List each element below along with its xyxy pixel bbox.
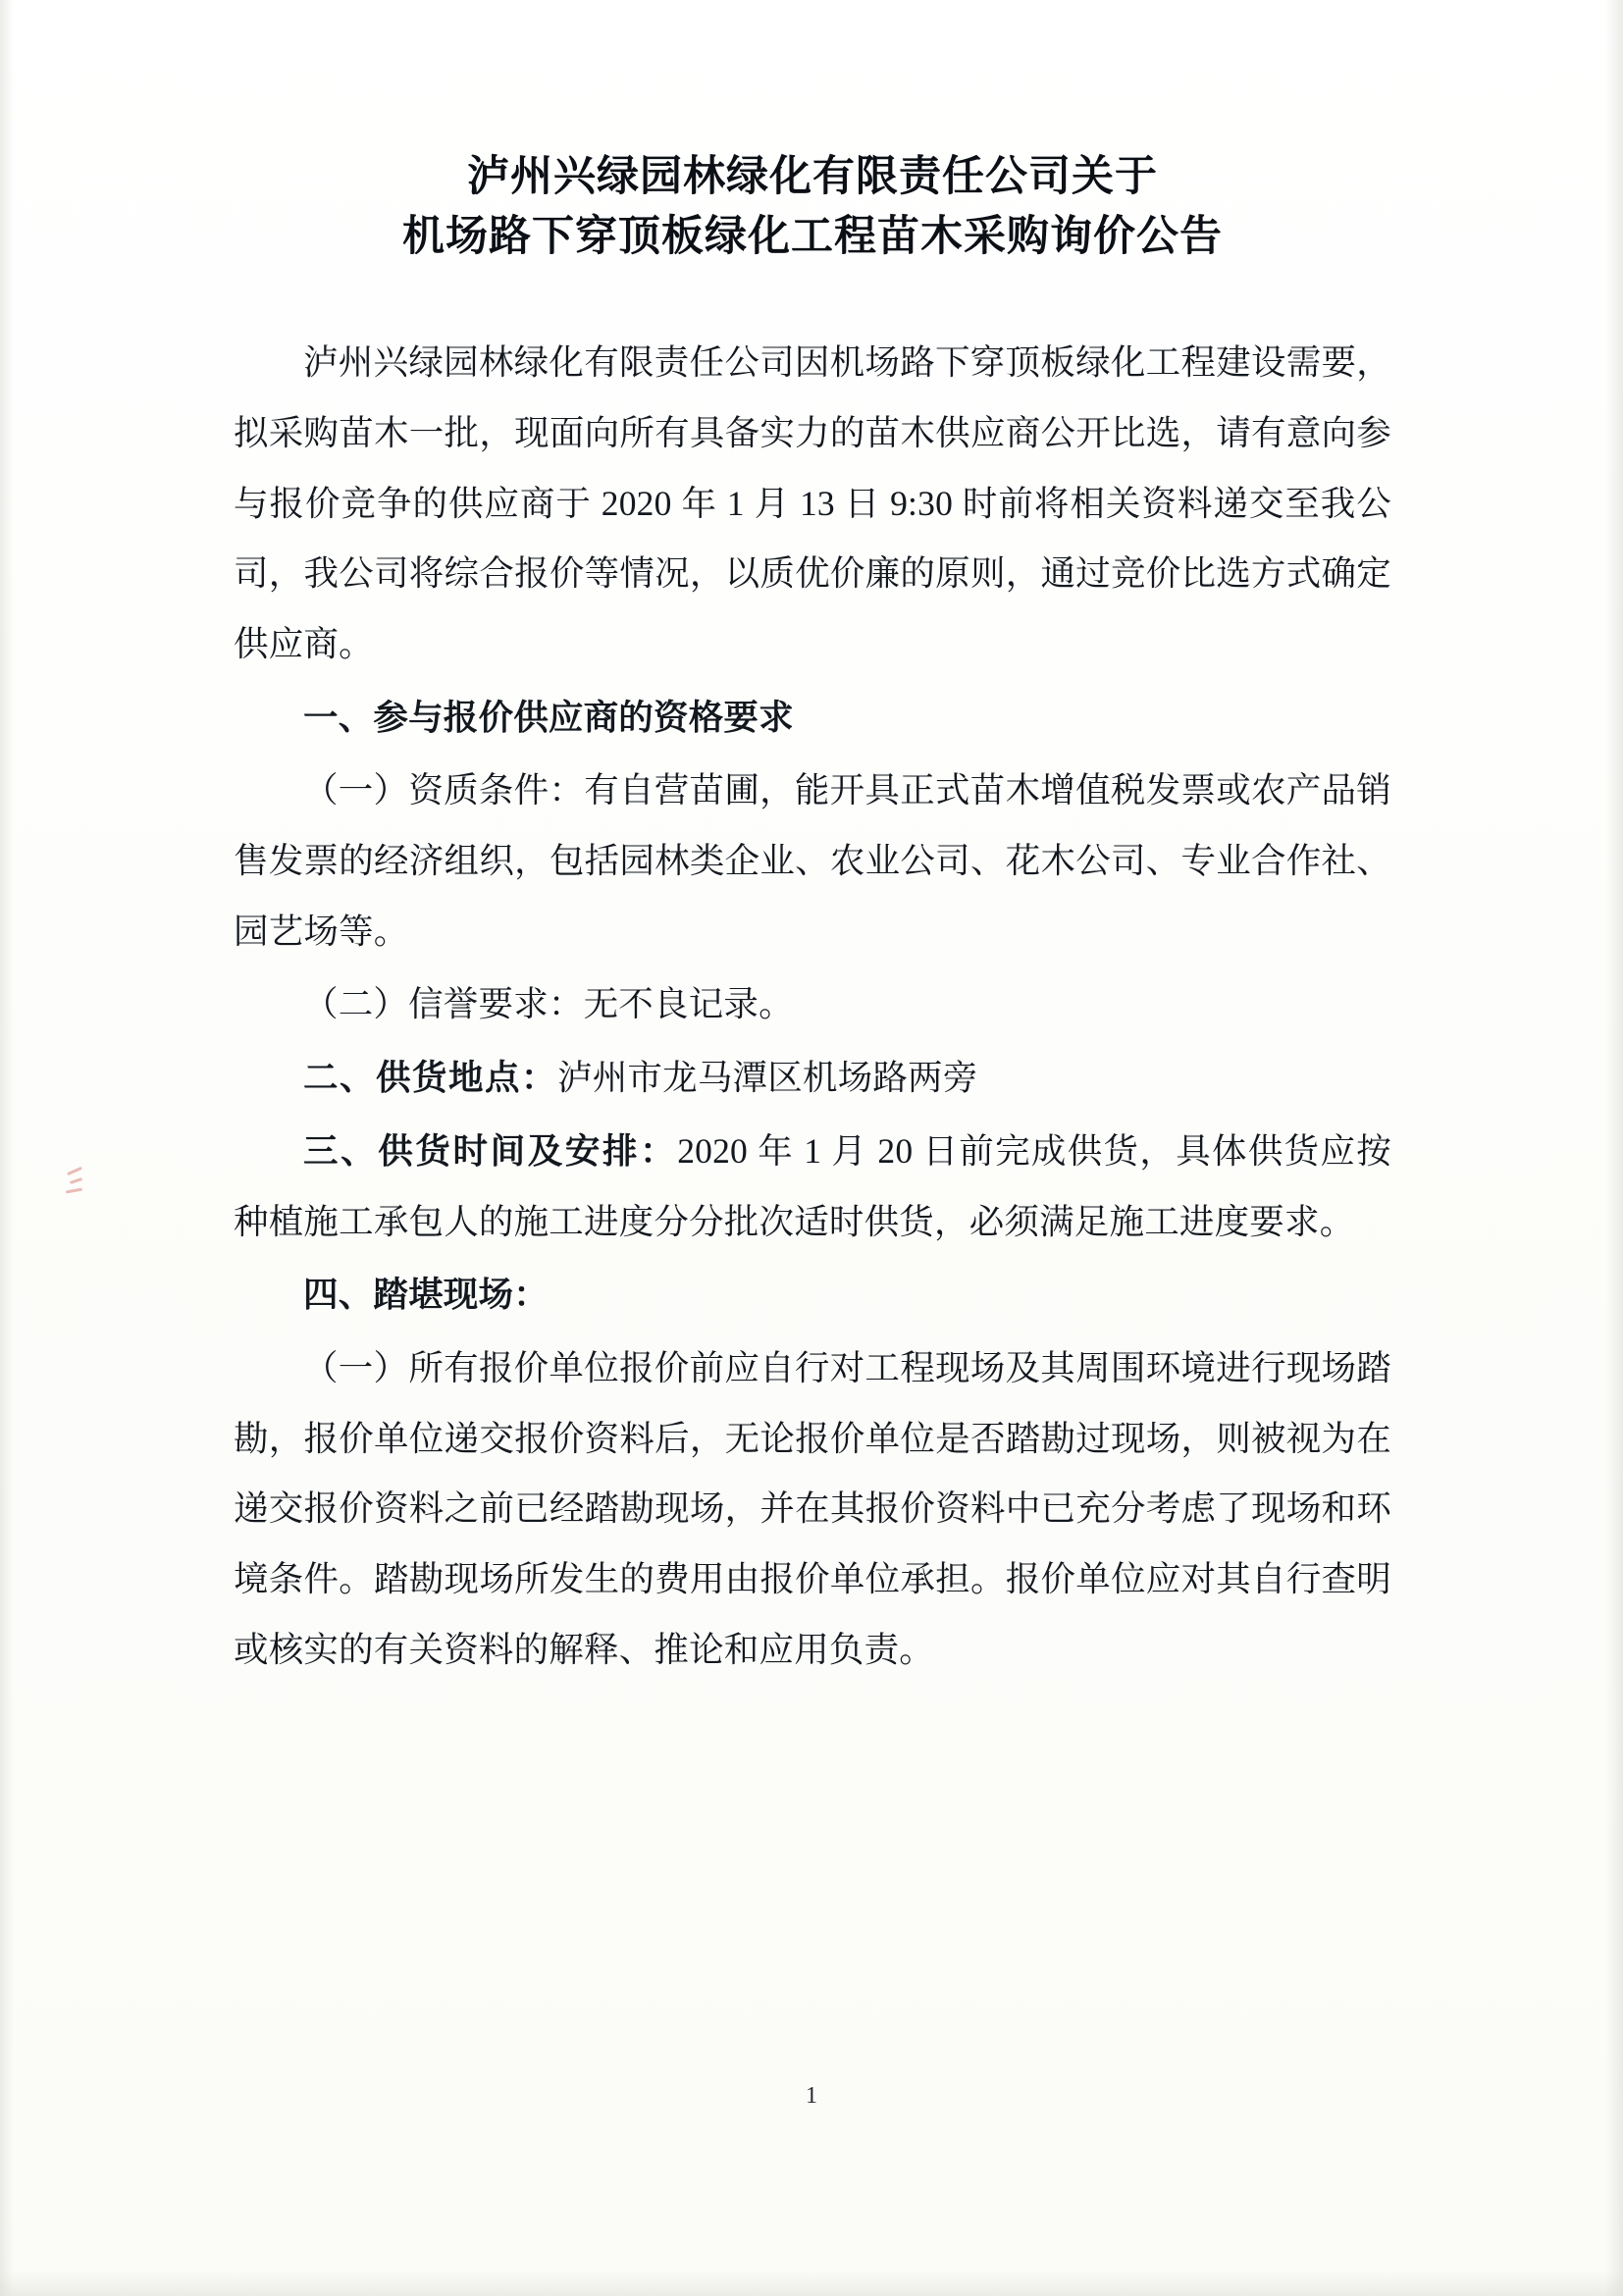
section-3-text: 2020 年 1 月 20 日前完成供货，具体供货应按种植施工承包人的施工进度分分批次适时供货，必须满足施工进度要求。 — [234, 1130, 1391, 1241]
section-3 — [234, 1117, 1391, 1257]
page-edge-shadow-left — [0, 0, 14, 2296]
section-4-item-1: （一）所有报价单位报价前应自行对工程现场及其周围环境进行现场踏勘，报价单位递交报价资料后，无论报价单位是否踏勘过现场，则被视为在递交报价资料之前已经踏勘现场，并在其报价资料中已充分考虑了现场和环境条件。踏勘现场所发生的费用由报价单位承担。报价单位应对其自行查明或核实的有关资料的解释、推论和应用负责。 — [234, 1347, 1391, 1669]
section-1-item-2: （二）信誉要求：无不良记录。 — [303, 984, 794, 1024]
document-body — [234, 328, 1391, 1685]
section-1-item-1: （一）资质条件：有自营苗圃，能开具正式苗木增值税发票或农产品销售发票的经济组织，包括园林类企业、农业公司、花木公司、专业合作社、园艺场等。 — [234, 770, 1391, 951]
page-edge-shadow-right — [1605, 0, 1623, 2296]
intro-paragraph: 泸州兴绿园林绿化有限责任公司因机场路下穿顶板绿化工程建设需要，拟采购苗木一批，现面向所有具备实力的苗木供应商公开比选，请有意向参与报价竞争的供应商于 2020 年 1 月 13 日 9:30 时前将相关资料递交至我公司，我公司将综合报价等情况，以质优价廉的原则，通过竞价比选方式确定供应商。 — [234, 342, 1391, 663]
section-heading-3: 三、供货时间及安排： — [303, 1130, 678, 1172]
page-title-line-1: 泸州兴绿园林绿化有限责任公司关于 — [467, 152, 1158, 201]
red-stamp-fragment — [65, 1166, 90, 1199]
page-title — [234, 147, 1391, 267]
document-content — [234, 147, 1391, 1688]
section-heading-2: 二、供货地点： — [303, 1058, 558, 1099]
page-title-line-2: 机场路下穿顶板绿化工程苗木采购询价公告 — [402, 212, 1223, 262]
page-number: 1 — [806, 2083, 817, 2109]
section-2-text: 泸州市龙马潭区机场路两旁 — [557, 1058, 978, 1098]
section-2 — [234, 1043, 1391, 1114]
section-heading-1: 一、参与报价供应商的资格要求 — [303, 697, 794, 738]
section-heading-4: 四、踏堪现场： — [303, 1275, 549, 1316]
page-edge-shadow-bottom — [0, 2270, 1623, 2296]
